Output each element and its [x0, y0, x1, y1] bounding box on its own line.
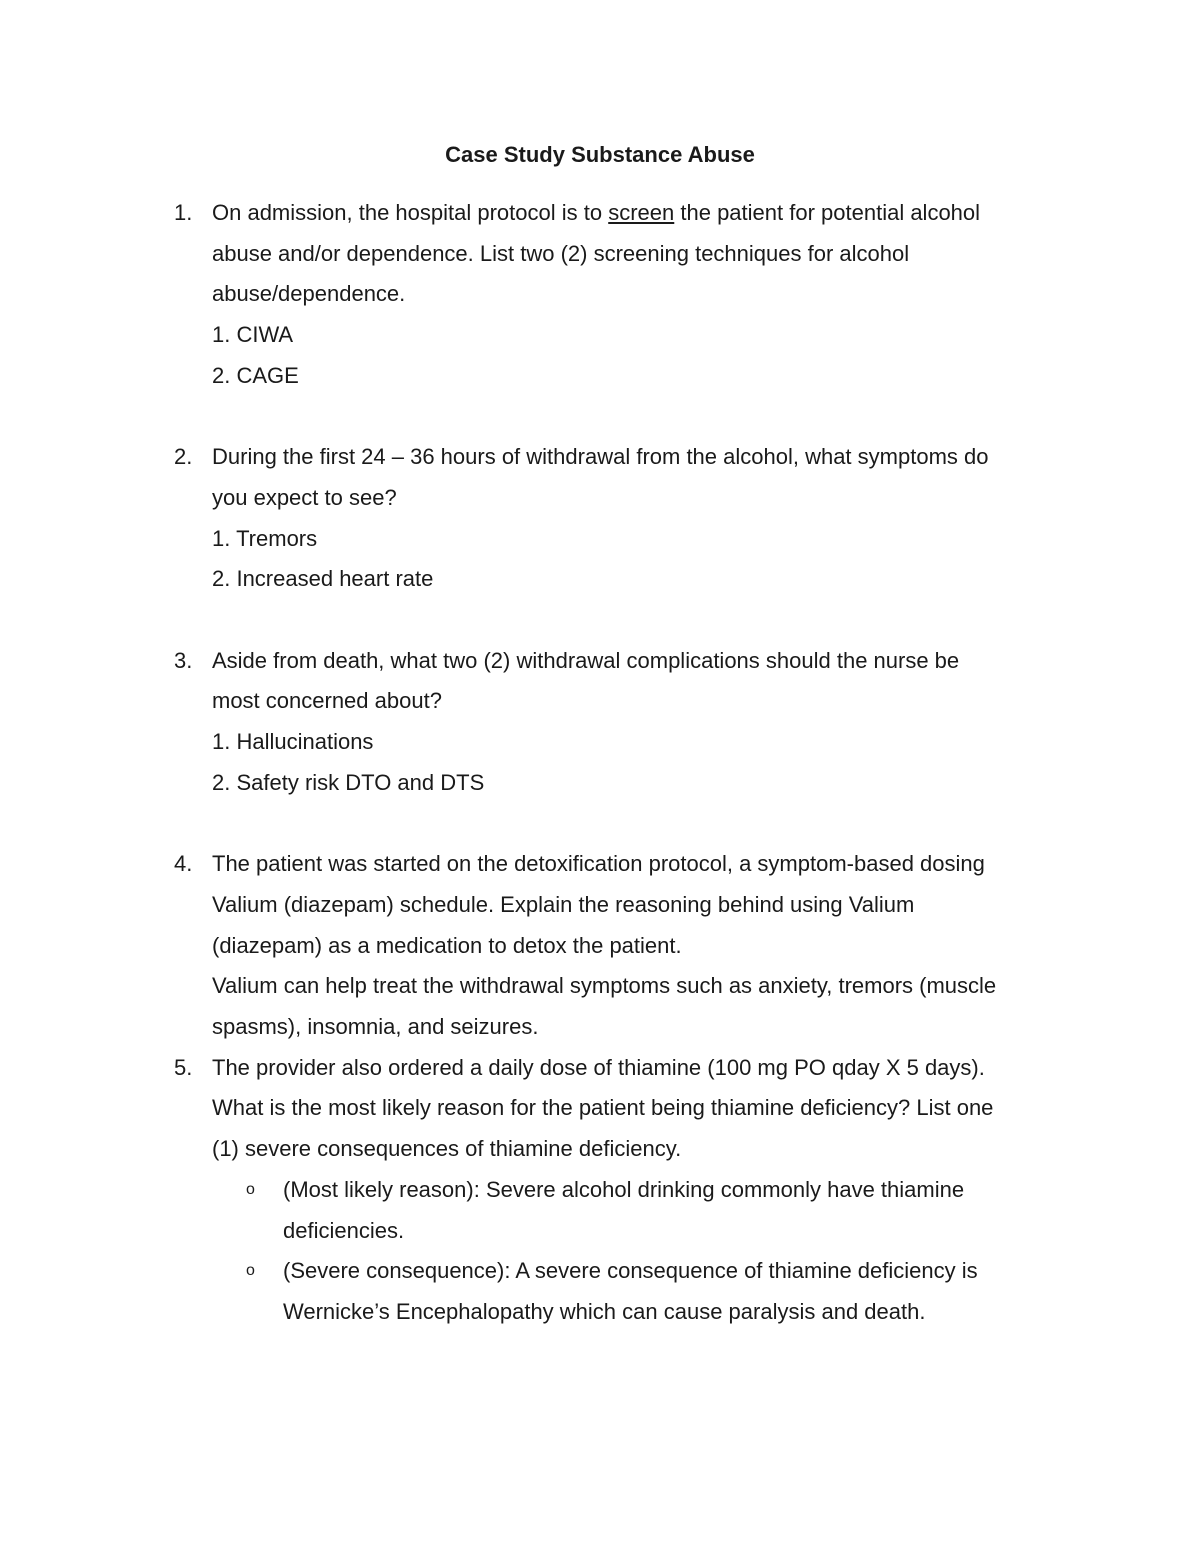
- question-number: 4.: [174, 851, 193, 877]
- question-text-line: The patient was started on the detoxification protocol, a symptom-based dosing: [212, 851, 985, 877]
- bullet-text-line: (Severe consequence): A severe consequence of thiamine deficiency is: [283, 1258, 978, 1284]
- question-2: [0, 437, 1200, 600]
- answer-line: 2. Increased heart rate: [212, 566, 434, 592]
- bullet-item-reason: [212, 1170, 1060, 1251]
- question-1: [0, 193, 1200, 397]
- question-4: [0, 844, 1200, 1048]
- answer-line: 1. Hallucinations: [212, 729, 374, 755]
- answer-line: Valium can help treat the withdrawal symptoms such as anxiety, tremors (muscle: [212, 973, 997, 999]
- answer-line: 1. Tremors: [212, 525, 318, 551]
- answer-line: spasms), insomnia, and seizures.: [212, 1014, 539, 1040]
- question-number: 1.: [174, 200, 193, 225]
- question-text-line: you expect to see?: [212, 484, 397, 510]
- bullet-item-consequence: [212, 1251, 1060, 1332]
- circle-bullet-icon: o: [246, 1180, 255, 1198]
- question-text-line: Aside from death, what two (2) withdrawal complications should the nurse be: [212, 647, 960, 673]
- question-text-line: On admission, the hospital protocol is to screen the patient for potential alcohol: [212, 200, 981, 225]
- underlined-word: screen: [608, 200, 675, 225]
- question-text-line: What is the most likely reason for the patient being thiamine deficiency? List one: [212, 1095, 994, 1121]
- question-3: [0, 641, 1200, 804]
- bullet-text-line: Wernicke’s Encephalopathy which can cause paralysis and death.: [283, 1298, 926, 1324]
- bullet-text-line: deficiencies.: [283, 1217, 405, 1243]
- question-number: 5.: [174, 1054, 193, 1080]
- document-title: Case Study Substance Abuse: [445, 142, 755, 167]
- question-5: [0, 1048, 1200, 1333]
- answer-line: 2. CAGE: [212, 362, 299, 388]
- question-text-line: (1) severe consequences of thiamine deficiency.: [212, 1136, 682, 1162]
- question-number: 2.: [174, 444, 193, 470]
- answer-line: 2. Safety risk DTO and DTS: [212, 769, 485, 795]
- question-text-line: The provider also ordered a daily dose of thiamine (100 mg PO qday X 5 days).: [212, 1054, 985, 1080]
- question-number: 3.: [174, 647, 193, 673]
- question-text-line: abuse/dependence.: [212, 281, 406, 307]
- answer-line: 1. CIWA: [212, 322, 294, 348]
- question-text-line: most concerned about?: [212, 688, 442, 714]
- question-text-line: abuse and/or dependence. List two (2) screening techniques for alcohol: [212, 240, 910, 266]
- question-text-line: During the first 24 – 36 hours of withdrawal from the alcohol, what symptoms do: [212, 444, 989, 470]
- circle-bullet-icon: o: [246, 1262, 255, 1280]
- question-text-line: (diazepam) as a medication to detox the patient.: [212, 932, 682, 958]
- bullet-text-line: (Most likely reason): Severe alcohol drinking commonly have thiamine: [283, 1176, 965, 1202]
- question-list: [0, 193, 1200, 1333]
- question-text-line: Valium (diazepam) schedule. Explain the reasoning behind using Valium: [212, 891, 915, 917]
